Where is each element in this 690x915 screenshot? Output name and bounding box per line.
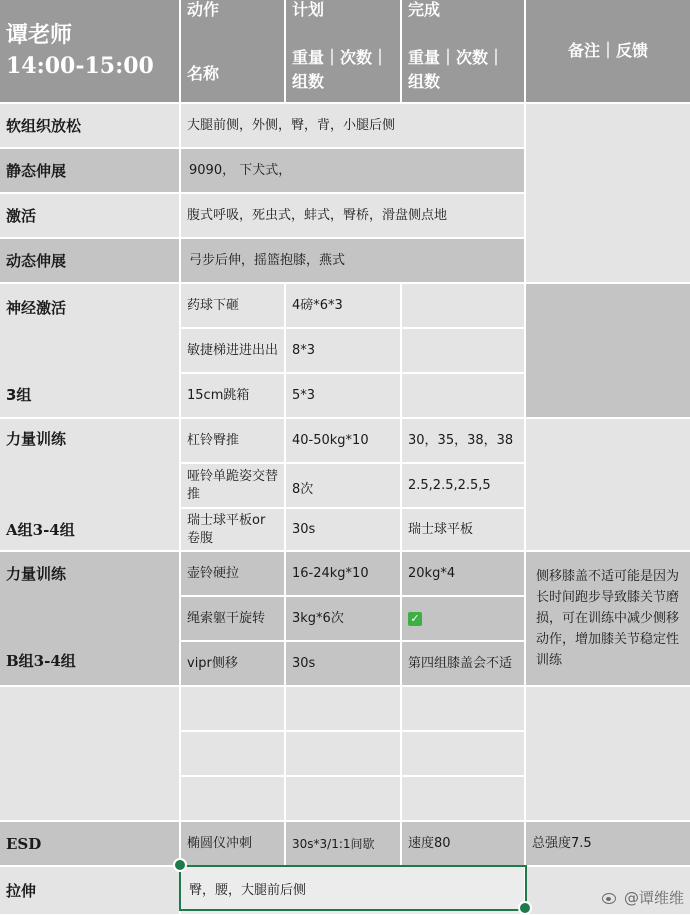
weibo-icon bbox=[602, 891, 620, 905]
label-esd: ESD bbox=[0, 822, 179, 865]
notes-top-block bbox=[526, 104, 690, 282]
neural-item-2-name: 敏捷梯进进出出 bbox=[181, 329, 284, 372]
header-done-cell bbox=[402, 0, 524, 102]
empty-cell bbox=[286, 777, 400, 820]
strength-b-note: 侧移膝盖不适可能是因为长时间跑步导致膝关节磨损，可在训练中减少侧移动作，增加膝关节稳定性训练 bbox=[526, 552, 690, 685]
empty-label-block bbox=[0, 687, 179, 820]
selection-handle-bottom-right[interactable] bbox=[518, 901, 532, 915]
session-time: 14:00-15:00 bbox=[6, 53, 154, 79]
header-action-bottom: 名称 bbox=[187, 64, 220, 83]
strength-a-item-3-done: 瑞士球平板 bbox=[402, 509, 524, 550]
empty-cell bbox=[402, 732, 524, 775]
empty-cell bbox=[181, 732, 284, 775]
cell-selection-box bbox=[179, 865, 527, 911]
label-strength-a: 力量训练 bbox=[6, 430, 67, 448]
strength-b-sets: B组3-4组 bbox=[6, 652, 76, 670]
strength-b-item-3-done: 第四组膝盖会不适 bbox=[402, 642, 524, 685]
label-static-stretch: 静态伸展 bbox=[0, 149, 179, 192]
label-soft-tissue: 软组织放松 bbox=[0, 104, 179, 147]
neural-item-2-plan: 8*3 bbox=[286, 329, 400, 372]
label-neural-block bbox=[0, 284, 179, 417]
strength-b-item-1-done: 20kg*4 bbox=[402, 552, 524, 595]
header-notes-cell bbox=[526, 0, 690, 102]
strength-b-item-3-plan: 30s bbox=[286, 642, 400, 685]
label-strength-a-block bbox=[0, 419, 179, 550]
stretch-action[interactable]: 臀，腰，大腿前后侧 bbox=[181, 867, 524, 914]
label-stretch: 拉伸 bbox=[0, 867, 179, 914]
neural-sets: 3组 bbox=[6, 386, 32, 404]
empty-notes-block bbox=[526, 687, 690, 820]
strength-b-item-2-done bbox=[402, 597, 524, 640]
strength-a-item-3-name: 瑞士球平板or卷腹 bbox=[181, 509, 284, 550]
header-action-cell bbox=[181, 0, 284, 102]
neural-item-3-plan: 5*3 bbox=[286, 374, 400, 417]
notes-neural-block bbox=[526, 284, 690, 417]
neural-item-3-done bbox=[402, 374, 524, 417]
strength-b-item-1-plan: 16-24kg*10 bbox=[286, 552, 400, 595]
neural-item-1-name: 药球下砸 bbox=[181, 284, 284, 327]
action-static-stretch: 9090， 下犬式， bbox=[181, 149, 524, 192]
strength-a-item-2-name: 哑铃单跪姿交替推 bbox=[181, 464, 284, 507]
header-coach-cell bbox=[0, 0, 179, 102]
header-plan-bottom: 重量｜次数｜组数 bbox=[292, 48, 389, 91]
neural-item-1-done bbox=[402, 284, 524, 327]
strength-b-item-3-name: vipr侧移 bbox=[181, 642, 284, 685]
empty-cell bbox=[181, 777, 284, 820]
label-strength-b-block bbox=[0, 552, 179, 685]
header-done-top: 完成 bbox=[408, 0, 441, 19]
empty-cell bbox=[286, 687, 400, 730]
strength-a-item-1-name: 杠铃臀推 bbox=[181, 419, 284, 462]
check-mark-icon: ✓ bbox=[408, 612, 422, 626]
header-action-top: 动作 bbox=[187, 0, 220, 19]
header-plan-top: 计划 bbox=[292, 0, 325, 19]
label-dynamic-stretch: 动态伸展 bbox=[0, 239, 179, 282]
action-soft-tissue: 大腿前侧，外侧，臀，背，小腿后侧 bbox=[181, 104, 524, 147]
neural-item-1-plan: 4磅*6*3 bbox=[286, 284, 400, 327]
watermark-text: @谭维维 bbox=[623, 889, 684, 907]
label-neural: 神经激活 bbox=[6, 299, 67, 317]
neural-item-3-name: 15cm跳箱 bbox=[181, 374, 284, 417]
strength-a-sets: A组3-4组 bbox=[6, 521, 75, 539]
action-dynamic-stretch: 弓步后伸，摇篮抱膝，燕式 bbox=[181, 239, 524, 282]
strength-b-item-2-plan: 3kg*6次 bbox=[286, 597, 400, 640]
empty-cell bbox=[402, 687, 524, 730]
notes-strength-a-block bbox=[526, 419, 690, 550]
empty-cell bbox=[402, 777, 524, 820]
selection-handle-top-left[interactable] bbox=[173, 858, 187, 872]
watermark bbox=[602, 887, 684, 908]
esd-note: 总强度7.5 bbox=[526, 822, 690, 865]
strength-a-item-3-plan: 30s bbox=[286, 509, 400, 550]
header-done-bottom: 重量｜次数｜组数 bbox=[408, 48, 505, 91]
label-activation: 激活 bbox=[0, 194, 179, 237]
strength-b-item-1-name: 壶铃硬拉 bbox=[181, 552, 284, 595]
coach-name: 谭老师 bbox=[6, 23, 73, 48]
strength-a-item-2-done: 2.5,2.5,2.5,5 bbox=[402, 464, 524, 507]
strength-a-item-2-plan: 8次 bbox=[286, 464, 400, 507]
header-notes: 备注｜反馈 bbox=[567, 41, 648, 60]
strength-a-item-1-plan: 40-50kg*10 bbox=[286, 419, 400, 462]
empty-cell bbox=[286, 732, 400, 775]
label-strength-b: 力量训练 bbox=[6, 565, 67, 583]
header-plan-cell bbox=[286, 0, 400, 102]
strength-b-item-2-name: 绳索躯干旋转 bbox=[181, 597, 284, 640]
esd-plan: 30s*3/1:1间歇 bbox=[286, 822, 400, 865]
esd-action: 椭圆仪冲刺 bbox=[181, 822, 284, 865]
empty-cell bbox=[181, 687, 284, 730]
strength-a-item-1-done: 30，35，38，38 bbox=[402, 419, 524, 462]
neural-item-2-done bbox=[402, 329, 524, 372]
action-activation: 腹式呼吸，死虫式，蚌式，臀桥，滑盘侧点地 bbox=[181, 194, 524, 237]
esd-done: 速度80 bbox=[402, 822, 524, 865]
